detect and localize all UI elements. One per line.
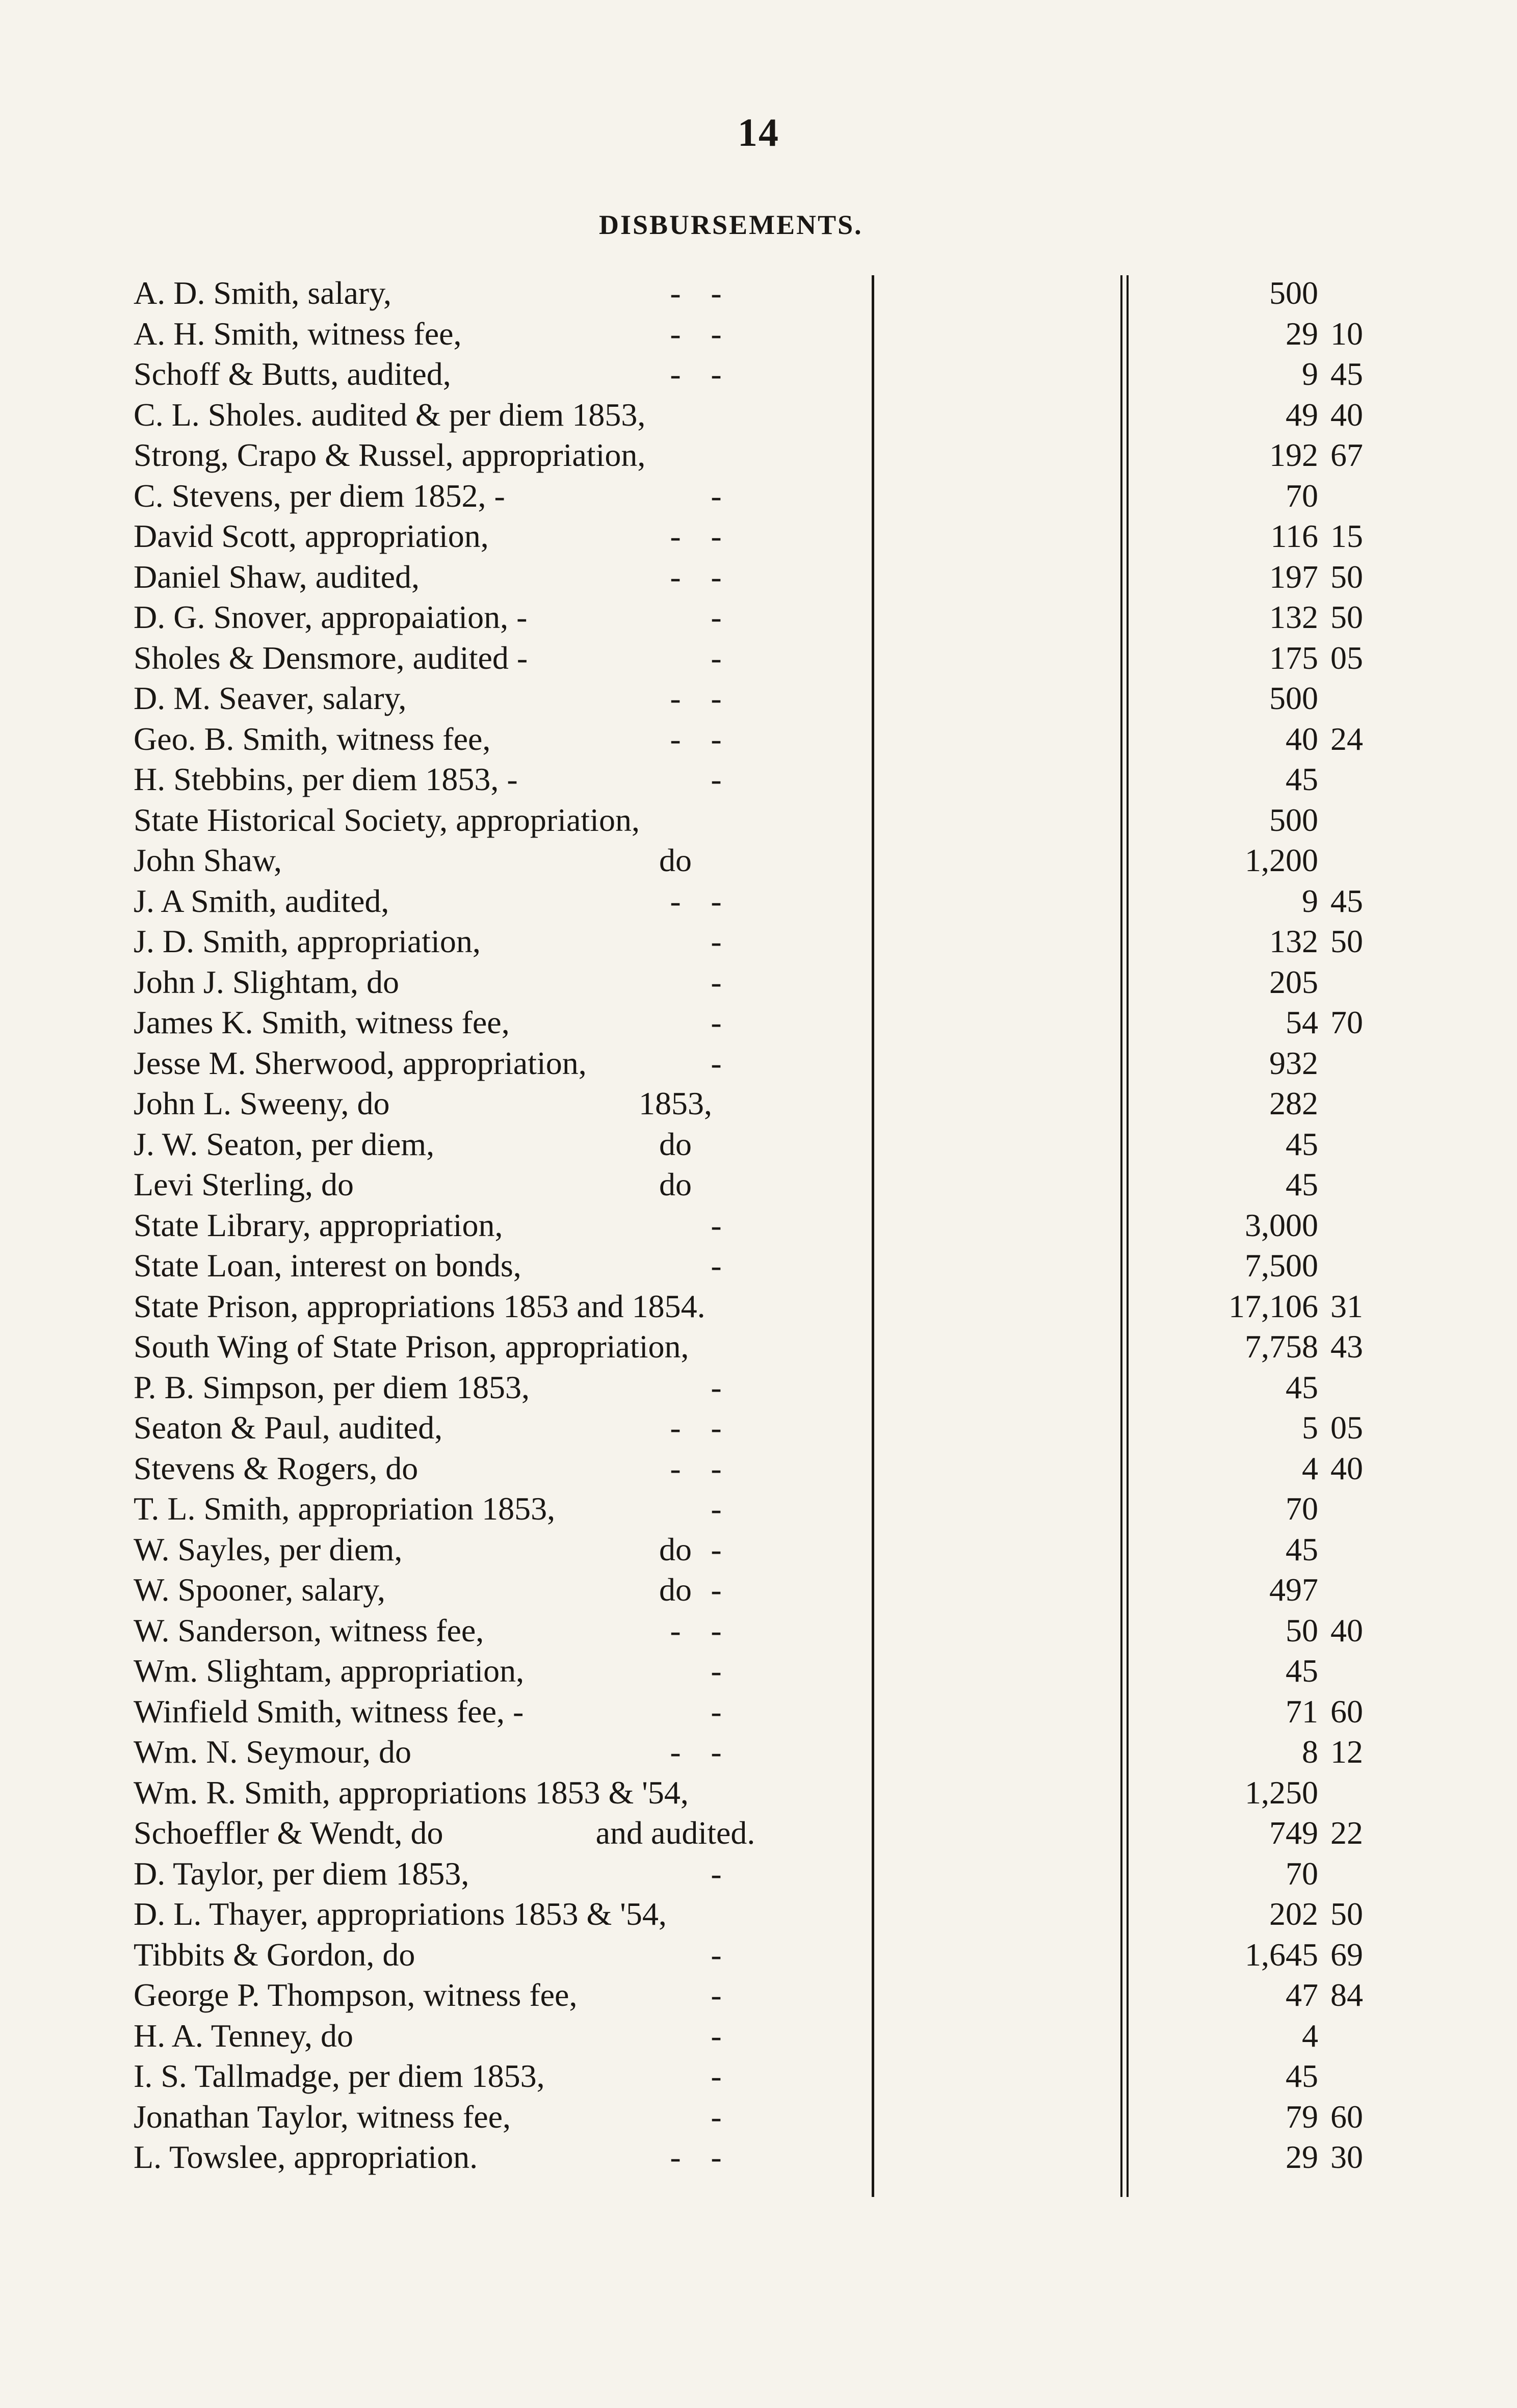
entry-name: D. G. Snover, appropaiation, - [134,599,528,635]
entry-cents: 15 [1330,518,1363,554]
entry-name: Wm. R. Smith, appropriations 1853 & '54, [134,1774,689,1811]
list-item [0,1651,1517,1691]
entry-dollars: 5 [1302,1409,1318,1446]
list-item [0,1205,1517,1246]
list-item [0,435,1517,476]
list-item [0,557,1517,597]
list-item [0,313,1517,354]
entry-dollars: 9 [1302,882,1318,919]
entry-cents: 24 [1330,720,1363,757]
entry-middle: do [659,1166,692,1202]
entry-dash: - [711,2139,722,2175]
entry-dollars: 7,758 [1245,1328,1318,1365]
entry-dollars: 197 [1269,558,1318,595]
list-item [0,1975,1517,2016]
entry-cents: 70 [1330,1004,1363,1040]
entry-middle: - [670,1409,681,1446]
list-item [0,1934,1517,1975]
entry-dollars: 500 [1269,801,1318,838]
entry-name: State Library, appropriation, [134,1207,503,1243]
entry-cents: 67 [1330,437,1363,473]
list-item [0,2016,1517,2056]
list-item [0,1529,1517,1570]
entry-cents: 45 [1330,882,1363,919]
section-heading: DISBURSEMENTS. [599,210,863,240]
entry-dollars: 45 [1286,2058,1318,2094]
entry-name: D. M. Seaver, salary, [134,680,407,716]
entry-name: Daniel Shaw, audited, [134,558,420,595]
entry-name: J. W. Seaton, per diem, [134,1126,435,1162]
list-item [0,516,1517,557]
entry-dash: - [711,923,722,959]
entry-dash: - [711,639,722,676]
entry-name: State Historical Society, appropriation, [134,801,640,838]
entry-dollars: 192 [1269,437,1318,473]
entry-dollars: 132 [1269,923,1318,959]
entry-dash: - [711,1247,722,1284]
list-item [0,1043,1517,1084]
entry-name: Wm. Slightam, appropriation, [134,1653,525,1689]
entry-dollars: 70 [1286,1490,1318,1527]
list-item [0,1610,1517,1651]
entry-middle: do [659,1126,692,1162]
entry-middle: - [670,1450,681,1486]
list-item [0,1488,1517,1529]
list-item [0,395,1517,435]
entry-middle: do [659,1531,692,1567]
entry-dash: - [711,1490,722,1527]
entry-dollars: 1,200 [1245,842,1318,878]
page-number: 14 [738,110,779,154]
entry-cents: 31 [1330,1288,1363,1324]
entry-dollars: 45 [1286,1531,1318,1567]
entry-dash: - [711,1693,722,1730]
entry-cents: 10 [1330,315,1363,352]
entry-dash: - [711,315,722,352]
entry-middle: - [670,1734,681,1770]
entry-dollars: 29 [1286,315,1318,352]
entry-dash: - [711,1572,722,1608]
entry-dollars: 932 [1269,1044,1318,1081]
entry-dash: - [711,761,722,797]
entry-dash: - [711,1531,722,1567]
list-item [0,840,1517,881]
entry-middle: - [670,680,681,716]
entry-cents: 30 [1330,2139,1363,2175]
list-item [0,1002,1517,1043]
entry-dollars: 497 [1269,1572,1318,1608]
entry-dollars: 40 [1286,720,1318,757]
entry-dollars: 45 [1286,1126,1318,1162]
entry-dollars: 45 [1286,1653,1318,1689]
entry-name: David Scott, appropriation, [134,518,489,554]
entry-dollars: 7,500 [1245,1247,1318,1284]
entry-dollars: 50 [1286,1612,1318,1648]
entry-dollars: 45 [1286,761,1318,797]
list-item [0,2056,1517,2097]
list-item [0,273,1517,313]
entry-middle: do [659,1572,692,1608]
list-item [0,1813,1517,1853]
entry-middle: - [670,1612,681,1648]
list-item [0,476,1517,516]
list-item [0,2097,1517,2137]
entry-name: John Shaw, [134,842,282,878]
list-item [0,1691,1517,1732]
entry-dollars: 500 [1269,275,1318,311]
entry-name: Sholes & Densmore, audited - [134,639,528,676]
list-item [0,759,1517,800]
entry-dollars: 282 [1269,1085,1318,1121]
entry-dollars: 205 [1269,963,1318,1000]
list-item [0,1326,1517,1367]
list-item [0,1245,1517,1286]
entry-name: A. H. Smith, witness fee, [134,315,462,352]
entry-cents: 50 [1330,923,1363,959]
entry-dash: - [711,1450,722,1486]
entry-middle: - [670,882,681,919]
entry-dollars: 70 [1286,1855,1318,1892]
entry-middle: and audited. [595,1815,755,1851]
entry-cents: 50 [1330,558,1363,595]
entry-dash: - [711,1936,722,1973]
entry-dollars: 3,000 [1245,1207,1318,1243]
entry-name: George P. Thompson, witness fee, [134,1977,578,2013]
entry-middle: - [670,720,681,757]
entry-middle: - [670,518,681,554]
entry-name: State Prison, appropriations 1853 and 1854. [134,1288,705,1324]
entry-dash: - [711,518,722,554]
entry-name: I. S. Tallmadge, per diem 1853, [134,2058,545,2094]
entry-dash: - [711,1653,722,1689]
entry-name: D. Taylor, per diem 1853, [134,1855,469,1892]
entry-name: Wm. N. Seymour, do [134,1734,411,1770]
entry-name: A. D. Smith, salary, [134,275,392,311]
entry-cents: 12 [1330,1734,1363,1770]
entry-name: C. L. Sholes. audited & per diem 1853, [134,396,646,433]
entry-dollars: 70 [1286,477,1318,514]
list-item [0,1407,1517,1448]
entry-name: L. Towslee, appropriation. [134,2139,478,2175]
entry-name: Schoeffler & Wendt, do [134,1815,443,1851]
entry-dash: - [711,720,722,757]
entry-dollars: 17,106 [1228,1288,1318,1324]
entry-middle: - [670,558,681,595]
entry-middle: - [670,2139,681,2175]
entry-name: W. Spooner, salary, [134,1572,385,1608]
entry-name: Stevens & Rogers, do [134,1450,419,1486]
entry-dollars: 202 [1269,1896,1318,1932]
entry-dollars: 47 [1286,1977,1318,2013]
entry-middle: - [670,275,681,311]
list-item [0,800,1517,841]
entry-cents: 50 [1330,599,1363,635]
list-item [0,354,1517,395]
entry-name: Jesse M. Sherwood, appropriation, [134,1044,587,1081]
entry-name: J. A Smith, audited, [134,882,389,919]
entry-dollars: 4 [1302,1450,1318,1486]
entry-dollars: 29 [1286,2139,1318,2175]
entry-dollars: 4 [1302,2017,1318,2054]
entry-name: D. L. Thayer, appropriations 1853 & '54, [134,1896,667,1932]
entry-cents: 40 [1330,1612,1363,1648]
entry-name: John J. Slightam, do [134,963,399,1000]
entry-dollars: 49 [1286,396,1318,433]
entry-name: P. B. Simpson, per diem 1853, [134,1369,530,1405]
entry-cents: 22 [1330,1815,1363,1851]
entry-dash: - [711,1004,722,1040]
entry-dollars: 132 [1269,599,1318,635]
entry-cents: 40 [1330,396,1363,433]
list-item [0,1894,1517,1934]
list-item [0,1448,1517,1489]
entry-cents: 60 [1330,1693,1363,1730]
entry-middle: 1853, [639,1085,712,1121]
entry-dash: - [711,2058,722,2094]
list-item [0,1286,1517,1327]
entry-middle: do [659,842,692,878]
list-item [0,597,1517,638]
entry-dash: - [711,599,722,635]
entry-dash: - [711,275,722,311]
entry-dollars: 500 [1269,680,1318,716]
list-item [0,1732,1517,1772]
entry-name: Strong, Crapo & Russel, appropriation, [134,437,646,473]
entry-dollars: 749 [1269,1815,1318,1851]
list-item [0,1083,1517,1124]
entry-dollars: 1,645 [1245,1936,1318,1973]
list-item [0,678,1517,719]
entry-cents: 60 [1330,2098,1363,2135]
entry-name: Winfield Smith, witness fee, - [134,1693,524,1730]
entry-name: Jonathan Taylor, witness fee, [134,2098,511,2135]
list-item [0,638,1517,678]
entry-cents: 45 [1330,356,1363,392]
entry-dash: - [711,558,722,595]
entry-dash: - [711,356,722,392]
entry-dash: - [711,1044,722,1081]
entry-cents: 84 [1330,1977,1363,2013]
entry-middle: - [670,315,681,352]
entry-name: Tibbits & Gordon, do [134,1936,415,1973]
entry-name: James K. Smith, witness fee, [134,1004,510,1040]
list-item [0,1367,1517,1408]
entry-name: W. Sayles, per diem, [134,1531,403,1567]
entry-dash: - [711,477,722,514]
entry-dash: - [711,1409,722,1446]
entry-dash: - [711,1734,722,1770]
entry-name: South Wing of State Prison, appropriation, [134,1328,689,1365]
entry-cents: 43 [1330,1328,1363,1365]
entry-dash: - [711,1977,722,2013]
list-item [0,921,1517,962]
entry-dollars: 175 [1269,639,1318,676]
entry-name: J. D. Smith, appropriation, [134,923,481,959]
entry-middle: - [670,356,681,392]
entry-dollars: 54 [1286,1004,1318,1040]
entry-cents: 69 [1330,1936,1363,1973]
entry-name: Levi Sterling, do [134,1166,354,1202]
entry-name: T. L. Smith, appropriation 1853, [134,1490,556,1527]
list-item [0,1772,1517,1813]
entry-name: State Loan, interest on bonds, [134,1247,521,1284]
entry-dash: - [711,882,722,919]
entry-cents: 05 [1330,639,1363,676]
entry-dash: - [711,1612,722,1648]
list-item [0,1569,1517,1610]
entry-name: Geo. B. Smith, witness fee, [134,720,491,757]
list-item [0,1124,1517,1165]
entry-dollars: 116 [1270,518,1318,554]
entry-dollars: 79 [1286,2098,1318,2135]
entry-name: H. Stebbins, per diem 1853, - [134,761,518,797]
entry-dollars: 8 [1302,1734,1318,1770]
entry-dollars: 1,250 [1245,1774,1318,1811]
entry-cents: 40 [1330,1450,1363,1486]
entry-dollars: 71 [1286,1693,1318,1730]
entry-cents: 50 [1330,1896,1363,1932]
disbursement-list [0,273,1517,2178]
entry-dollars: 45 [1286,1369,1318,1405]
entry-cents: 05 [1330,1409,1363,1446]
list-item [0,1853,1517,1894]
entry-name: John L. Sweeny, do [134,1085,390,1121]
entry-name: W. Sanderson, witness fee, [134,1612,484,1648]
list-item [0,719,1517,760]
entry-dollars: 9 [1302,356,1318,392]
entry-dash: - [711,2098,722,2135]
list-item [0,962,1517,1003]
entry-dollars: 45 [1286,1166,1318,1202]
entry-name: Schoff & Butts, audited, [134,356,451,392]
entry-name: C. Stevens, per diem 1852, - [134,477,505,514]
list-item [0,881,1517,922]
entry-dash: - [711,2017,722,2054]
entry-name: Seaton & Paul, audited, [134,1409,443,1446]
list-item [0,1164,1517,1205]
entry-name: H. A. Tenney, do [134,2017,354,2054]
entry-dash: - [711,963,722,1000]
entry-dash: - [711,1207,722,1243]
entry-dash: - [711,1855,722,1892]
entry-dash: - [711,1369,722,1405]
list-item [0,2137,1517,2178]
entry-dash: - [711,680,722,716]
